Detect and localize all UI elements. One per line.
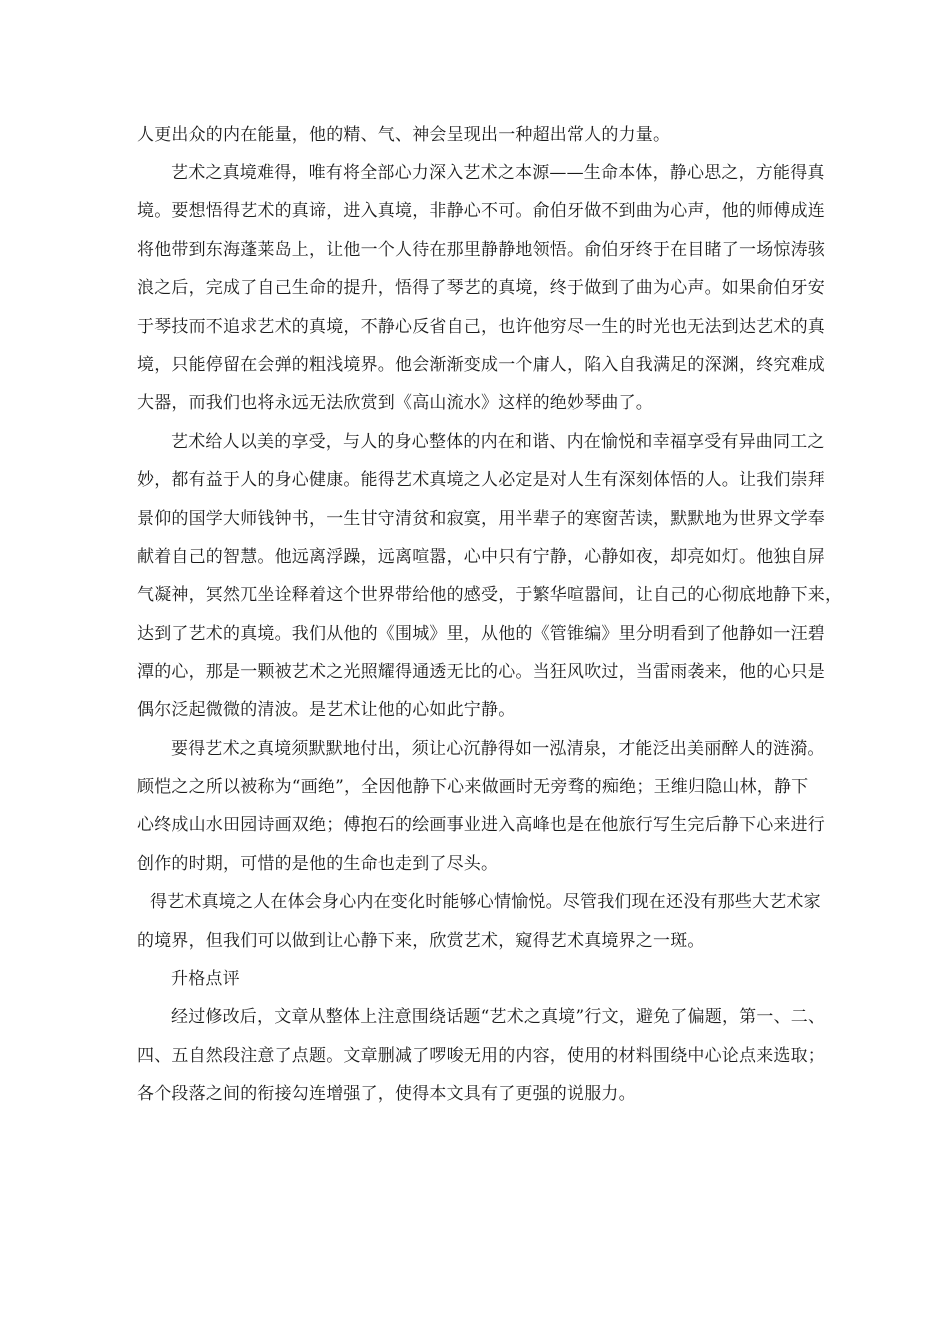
text-line: 气凝神，冥然兀坐诠释着这个世界带给他的感受，于繁华喧嚣间，让自己的心彻底地静下来，	[137, 585, 843, 605]
text-line: 妙，都有益于人的身心健康。能得艺术真境之人必定是对人生有深刻体悟的人。让我们崇拜	[137, 470, 825, 490]
text-line: 艺术之真境难得，唯有将全部心力深入艺术之本源——生命本体，静心思之，方能得真	[171, 163, 825, 183]
text-line: 境，只能停留在会弹的粗浅境界。他会渐渐变成一个庸人，陷入自我满足的深渊，终究难成	[137, 355, 825, 375]
text-line: 要得艺术之真境须默默地付出，须让心沉静得如一泓清泉，才能泛出美丽醉人的涟漪。	[171, 739, 825, 759]
text-line: 于琴技而不追求艺术的真境，不静心反省自己，也许他穷尽一生的时光也无法到达艺术的真	[137, 317, 825, 337]
text-line: 各个段落之间的衔接勾连增强了，使得本文具有了更强的说服力。	[137, 1084, 636, 1104]
text-line: 心终成山水田园诗画双绝；傅抱石的绘画事业进入高峰也是在他旅行写生完后静下心来进行	[137, 815, 825, 835]
text-line: 艺术给人以美的享受，与人的身心整体的内在和谐、内在愉悦和幸福享受有异曲同工之	[171, 432, 825, 452]
text-line: 创作的时期，可惜的是他的生命也走到了尽头。	[137, 854, 499, 874]
text-line: 人更出众的内在能量，他的精、气、神会呈现出一种超出常人的力量。	[137, 125, 671, 145]
section-heading: 升格点评	[171, 969, 240, 989]
text-line: 将他带到东海蓬莱岛上，让他一个人待在那里静静地领悟。俞伯牙终于在目睹了一场惊涛骇	[137, 240, 825, 260]
text-line: 达到了艺术的真境。我们从他的《围城》里，从他的《管锥编》里分明看到了他静如一汪碧	[137, 624, 825, 644]
text-line: 景仰的国学大师钱钟书，一生甘守清贫和寂寞，用半辈子的寒窗苦读，默默地为世界文学奉	[137, 509, 825, 529]
text-line: 浪之后，完成了自己生命的提升，悟得了琴艺的真境，终于做到了曲为心声。如果俞伯牙安	[137, 278, 825, 298]
text-line: 偶尔泛起微微的清波。是艺术让他的心如此宁静。	[137, 700, 516, 720]
text-line: 潭的心，那是一颗被艺术之光照耀得通透无比的心。当狂风吹过，当雷雨袭来，他的心只是	[137, 662, 825, 682]
text-line: 献着自己的智慧。他远离浮躁，远离喧嚣，心中只有宁静，心静如夜，却亮如灯。他独自屏	[137, 547, 825, 567]
text-line: 的境界，但我们可以做到让心静下来，欣赏艺术，窥得艺术真境界之一斑。	[137, 931, 705, 951]
text-line: 境。要想悟得艺术的真谛，进入真境，非静心不可。俞伯牙做不到曲为心声，他的师傅成连	[137, 201, 825, 221]
text-line: 四、五自然段注意了点题。文章删减了啰唆无用的内容，使用的材料围绕中心论点来选取；	[137, 1046, 825, 1066]
text-line: 得艺术真境之人在体会身心内在变化时能够心情愉悦。尽管我们现在还没有那些大艺术家	[150, 892, 821, 912]
text-line: 大器，而我们也将永远无法欣赏到《高山流水》这样的绝妙琴曲了。	[137, 393, 653, 413]
text-line: 经过修改后，文章从整体上注意围绕话题“艺术之真境”行文，避免了偏题，第一、二、	[171, 1007, 826, 1027]
text-line: 顾恺之之所以被称为“画绝”，全因他静下心来做画时无旁骛的痴绝；王维归隐山林，静下	[137, 777, 809, 797]
